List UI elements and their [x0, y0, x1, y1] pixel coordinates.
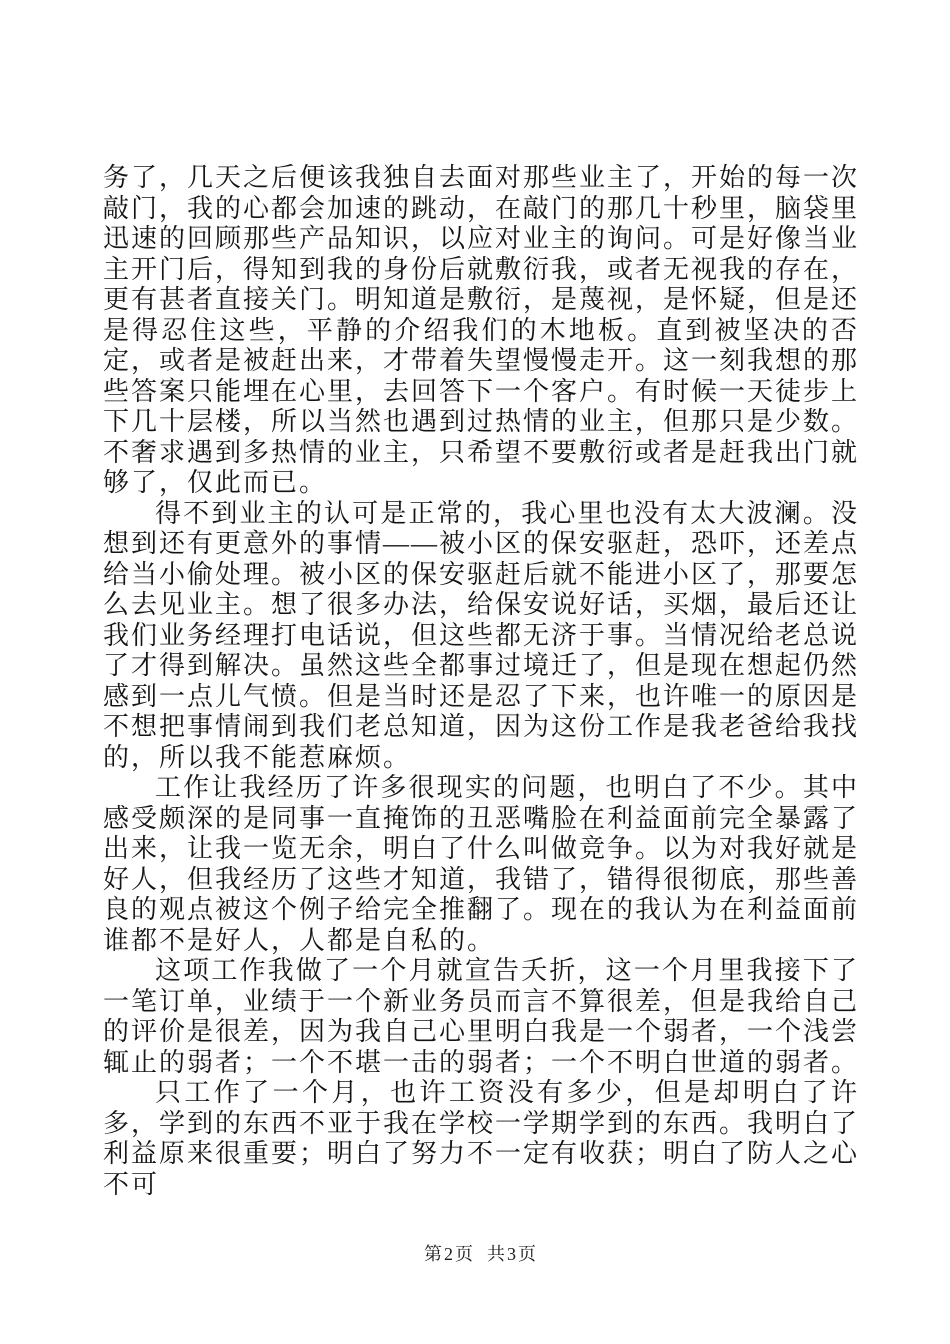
paragraph: 只工作了一个月，也许工资没有多少，但是却明白了许多，学到的东西不亚于我在学校一学期学到的东西。我明白了利益原来很重要；明白了努力不一定有收获；明白了防人之心不可	[103, 1078, 860, 1199]
paragraph: 这项工作我做了一个月就宣告夭折，这一个月里我接下了一笔订单，业绩于一个新业务员而言不算很差，但是我给自己的评价是很差，因为我自己心里明白我是一个弱者，一个浅尝辄止的弱者；一个不堪一击的弱者；一个不明白世道的弱者。	[103, 956, 860, 1077]
page-total-label: 共3页	[487, 1244, 538, 1264]
document-body	[103, 163, 859, 1200]
paragraph: 工作让我经历了许多很现实的问题，也明白了不少。其中感受颇深的是同事一直掩饰的丑恶嘴脸在利益面前完全暴露了出来，让我一览无余，明白了什么叫做竞争。以为对我好就是好人，但我经历了这些才知道，我错了，错得很彻底，那些善良的观点被这个例子给完全推翻了。现在的我认为在利益面前谁都不是好人，人都是自私的。	[103, 773, 860, 955]
page-footer	[103, 1240, 859, 1266]
paragraph: 务了，几天之后便该我独自去面对那些业主了，开始的每一次敲门，我的心都会加速的跳动，在敲门的那几十秒里，脑袋里迅速的回顾那些产品知识，以应对业主的询问。可是好像当业主开门后，得知到我的身份后就敷衍我，或者无视我的存在，更有甚者直接关门。明知道是敷衍，是蔑视，是怀疑，但是还是得忍住这些，平静的介绍我们的木地板。直到被坚决的否定，或者是被赶出来，才带着失望慢慢走开。这一刻我想的那些答案只能埋在心里，去回答下一个客户。有时候一天徒步上下几十层楼，所以当然也遇到过热情的业主，但那只是少数。不奢求遇到多热情的业主，只希望不要敷衍或者是赶我出门就够了，仅此而已。	[103, 163, 860, 497]
page-number-label: 第2页	[424, 1244, 475, 1264]
paragraph: 得不到业主的认可是正常的，我心里也没有太大波澜。没想到还有更意外的事情——被小区的保安驱赶，恐吓，还差点给当小偷处理。被小区的保安驱赶后就不能进小区了，那要怎么去见业主。想了很多办法，给保安说好话，买烟，最后还让我们业务经理打电话说，但这些都无济于事。当情况给老总说了才得到解决。虽然这些全都事过境迁了，但是现在想起仍然感到一点儿气愤。但是当时还是忍了下来，也许唯一的原因是不想把事情闹到我们老总知道，因为这份工作是我老爸给我找的，所以我不能惹麻烦。	[103, 498, 860, 772]
